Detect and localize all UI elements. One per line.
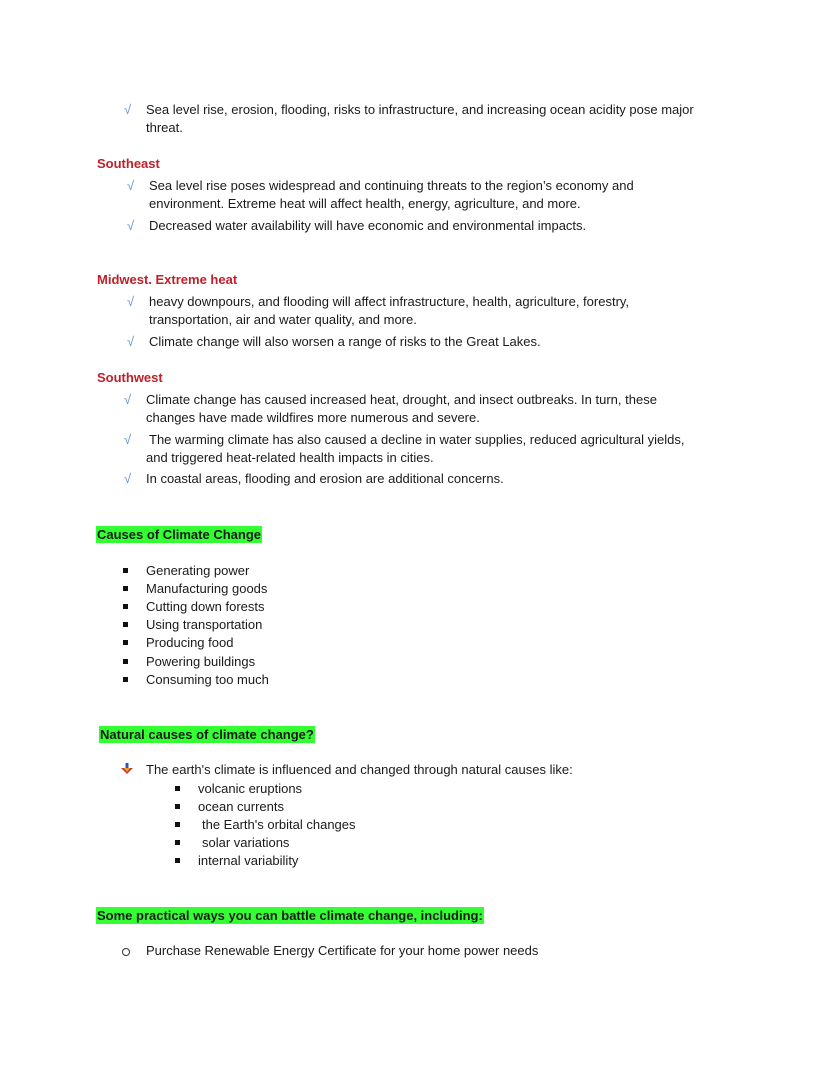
square-bullet-icon	[123, 622, 128, 627]
list-item-line: and triggered heat-related health impacts in cities.	[146, 450, 434, 465]
square-bullet-icon	[175, 804, 180, 809]
square-bullet-icon	[123, 568, 128, 573]
list-item: Producing food	[146, 635, 234, 650]
square-bullet-icon	[123, 640, 128, 645]
highlighted-heading-practical-ways: Some practical ways you can battle climate change, including:	[97, 908, 483, 923]
highlighted-heading-natural-causes: Natural causes of climate change?	[100, 727, 314, 742]
circle-bullet-icon	[122, 948, 130, 956]
checkmark-icon: √	[127, 294, 135, 309]
list-item-line: environment. Extreme heat will affect health, energy, agriculture, and more.	[149, 196, 581, 211]
highlighted-heading-causes: Causes of Climate Change	[97, 527, 261, 542]
section-heading-southeast: Southeast	[97, 156, 160, 171]
square-bullet-icon	[123, 586, 128, 591]
list-item-line: Sea level rise, erosion, flooding, risks to infrastructure, and increasing ocean acidity pose major	[146, 102, 694, 117]
sub-list-item: internal variability	[198, 853, 299, 868]
list-item-line: In coastal areas, flooding and erosion are additional concerns.	[146, 471, 504, 486]
list-item-line: threat.	[146, 120, 183, 135]
list-item-line: Climate change has caused increased heat, drought, and insect outbreaks. In turn, these	[146, 392, 657, 407]
checkmark-icon: √	[127, 178, 135, 193]
list-item-line: heavy downpours, and flooding will affect infrastructure, health, agriculture, forestry,	[149, 294, 630, 309]
list-item-line: Decreased water availability will have economic and environmental impacts.	[149, 218, 587, 233]
square-bullet-icon	[175, 822, 180, 827]
list-item: Purchase Renewable Energy Certificate for your home power needs	[146, 943, 539, 958]
list-item: Powering buildings	[146, 654, 256, 669]
list-item-line: Climate change will also worsen a range of risks to the Great Lakes.	[149, 334, 541, 349]
list-item: Consuming too much	[146, 672, 269, 687]
checkmark-icon: √	[124, 471, 132, 486]
square-bullet-icon	[175, 858, 180, 863]
list-item: Cutting down forests	[146, 599, 265, 614]
section-heading-southwest: Southwest	[97, 370, 163, 385]
square-bullet-icon	[123, 659, 128, 664]
list-item-line: changes have made wildfires more numerous and severe.	[146, 410, 480, 425]
arrow-down-bullet-icon	[120, 762, 134, 776]
list-item-line: Sea level rise poses widespread and continuing threats to the region’s economy and	[149, 178, 634, 193]
square-bullet-icon	[123, 604, 128, 609]
checkmark-icon: √	[124, 102, 132, 117]
list-item: Manufacturing goods	[146, 581, 268, 596]
section-heading-midwest: Midwest. Extreme heat	[97, 272, 238, 287]
sub-list-item: the Earth's orbital changes	[202, 817, 356, 832]
sub-list-item: solar variations	[202, 835, 290, 850]
checkmark-icon: √	[127, 334, 135, 349]
checkmark-icon: √	[124, 392, 132, 407]
list-item-line: transportation, air and water quality, and more.	[149, 312, 417, 327]
list-item-line: The warming climate has also caused a decline in water supplies, reduced agricultural yields,	[149, 432, 685, 447]
sub-list-item: volcanic eruptions	[198, 781, 303, 796]
square-bullet-icon	[123, 677, 128, 682]
square-bullet-icon	[175, 786, 180, 791]
checkmark-icon: √	[127, 218, 135, 233]
square-bullet-icon	[175, 840, 180, 845]
list-item: Using transportation	[146, 617, 263, 632]
list-item: Generating power	[146, 563, 250, 578]
sub-list-item: ocean currents	[198, 799, 284, 814]
list-item-intro: The earth's climate is influenced and changed through natural causes like:	[146, 762, 573, 777]
checkmark-icon: √	[124, 432, 132, 447]
